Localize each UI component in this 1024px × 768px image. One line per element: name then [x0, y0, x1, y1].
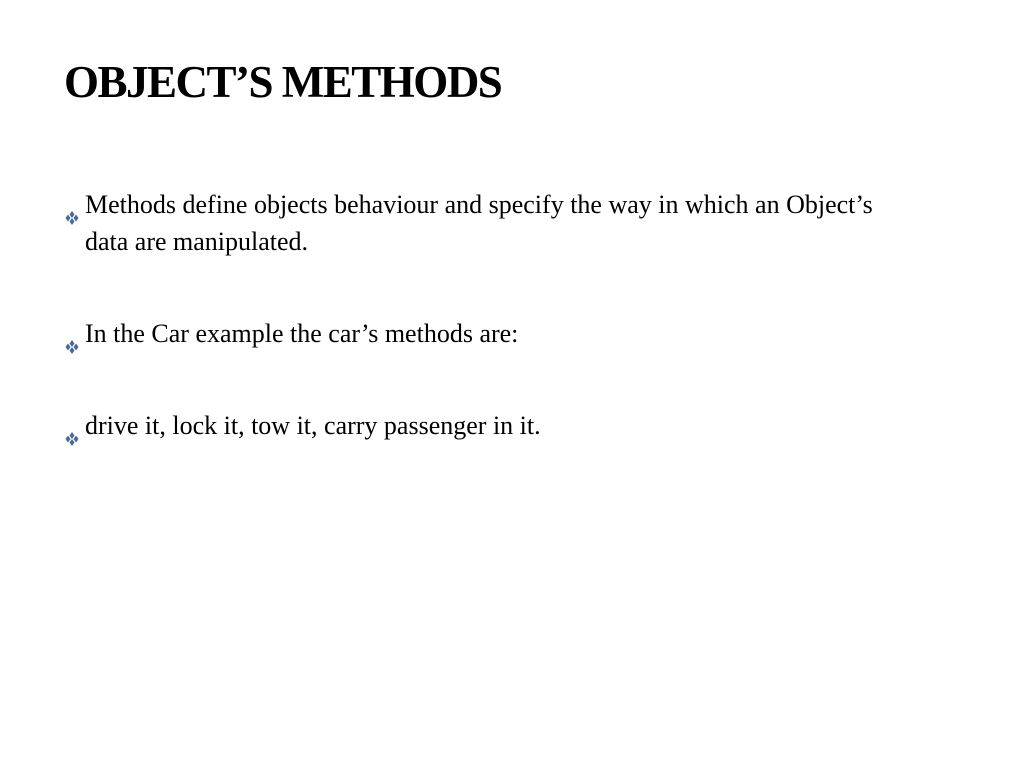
list-item	[64, 186, 904, 260]
four-diamond-bullet-icon	[64, 419, 80, 433]
four-diamond-bullet-icon	[64, 327, 80, 341]
bullet-text: In the Car example the car’s methods are:	[85, 319, 519, 348]
list-item	[64, 407, 904, 444]
four-diamond-bullet-icon	[64, 198, 80, 212]
list-item	[64, 315, 904, 352]
slide-title: OBJECT’S METHODS	[64, 57, 502, 107]
bullet-list	[64, 186, 904, 444]
bullet-text: drive it, lock it, tow it, carry passenger in it.	[85, 411, 541, 440]
bullet-text: Methods define objects behaviour and specify the way in which an Object’s data are manipulated.	[85, 190, 873, 256]
